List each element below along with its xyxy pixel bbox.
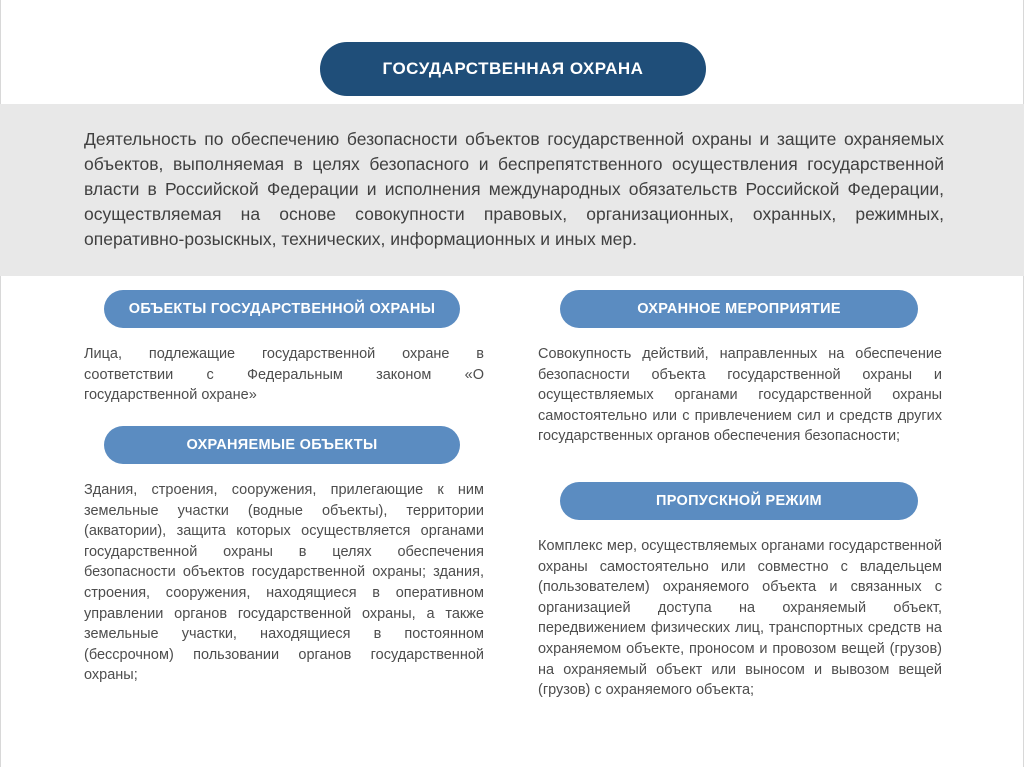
- objects-of-protection-heading-text: ОБЪЕКТЫ ГОСУДАРСТВЕННОЙ ОХРАНЫ: [128, 301, 436, 317]
- objects-of-protection-text: Лица, подлежащие государственной охране в соответствии с Федеральным законом «О государственной охране»: [84, 346, 484, 404]
- access-regime-heading-text: ПРОПУСКНОЙ РЕЖИМ: [656, 493, 822, 509]
- access-regime-heading: [560, 482, 918, 520]
- protected-objects-text: Здания, строения, сооружения, прилегающие к ним земельные участки (водные объекты), территории (акватории), защита которых осуществляется органами государственной охраны в целях обеспечения безопасности объектов государственной охраны; здания, строения, сооружения, находящиеся в оперативном управлении органов государственной охраны, а также земельные участки, находящиеся в постоянном (бессрочном) пользовании органов государственной охраны;: [84, 482, 484, 684]
- definition-text: Деятельность по обеспечению безопасности объектов государственной охраны и защите охраняемых объектов, выполняемая в целях безопасного и беспрепятственного осуществления государственной власти в Российской Федерации и исполнения международных обязательств Российской Федерации, осуществляемая на основе совокупности правовых, организационных, охранных, режимных, оперативно-розыскных, технических, информационных и иных мер.: [84, 129, 944, 249]
- protected-objects-heading-text: ОХРАНЯЕМЫЕ ОБЪЕКТЫ: [186, 437, 378, 453]
- protected-objects-heading: [104, 426, 460, 464]
- protective-measure-heading: [560, 290, 918, 328]
- protective-measure-text: Совокупность действий, направленных на обеспечение безопасности объекта государственной охраны и осуществляемых органами государственной охраны самостоятельно или с привлечением сил и средств других государственных органов обеспечения безопасности;: [538, 346, 942, 445]
- access-regime-text: Комплекс мер, осуществляемых органами государственной охраны самостоятельно или совместно с владельцем (пользователем) охраняемого объекта и связанных с организацией доступа на охраняемый объект, передвижением физических лиц, транспортных средств на охраняемом объекте, проносом и провозом вещей (грузов) на охраняемый объект или выносом и вывозом вещей (грузов) с охраняемого объекта;: [538, 538, 942, 699]
- main-title: [320, 42, 706, 96]
- protective-measure-heading-text: ОХРАННОЕ МЕРОПРИЯТИЕ: [637, 301, 841, 317]
- objects-of-protection-heading: [104, 290, 460, 328]
- main-title-text: ГОСУДАРСТВЕННАЯ ОХРАНА: [382, 59, 644, 78]
